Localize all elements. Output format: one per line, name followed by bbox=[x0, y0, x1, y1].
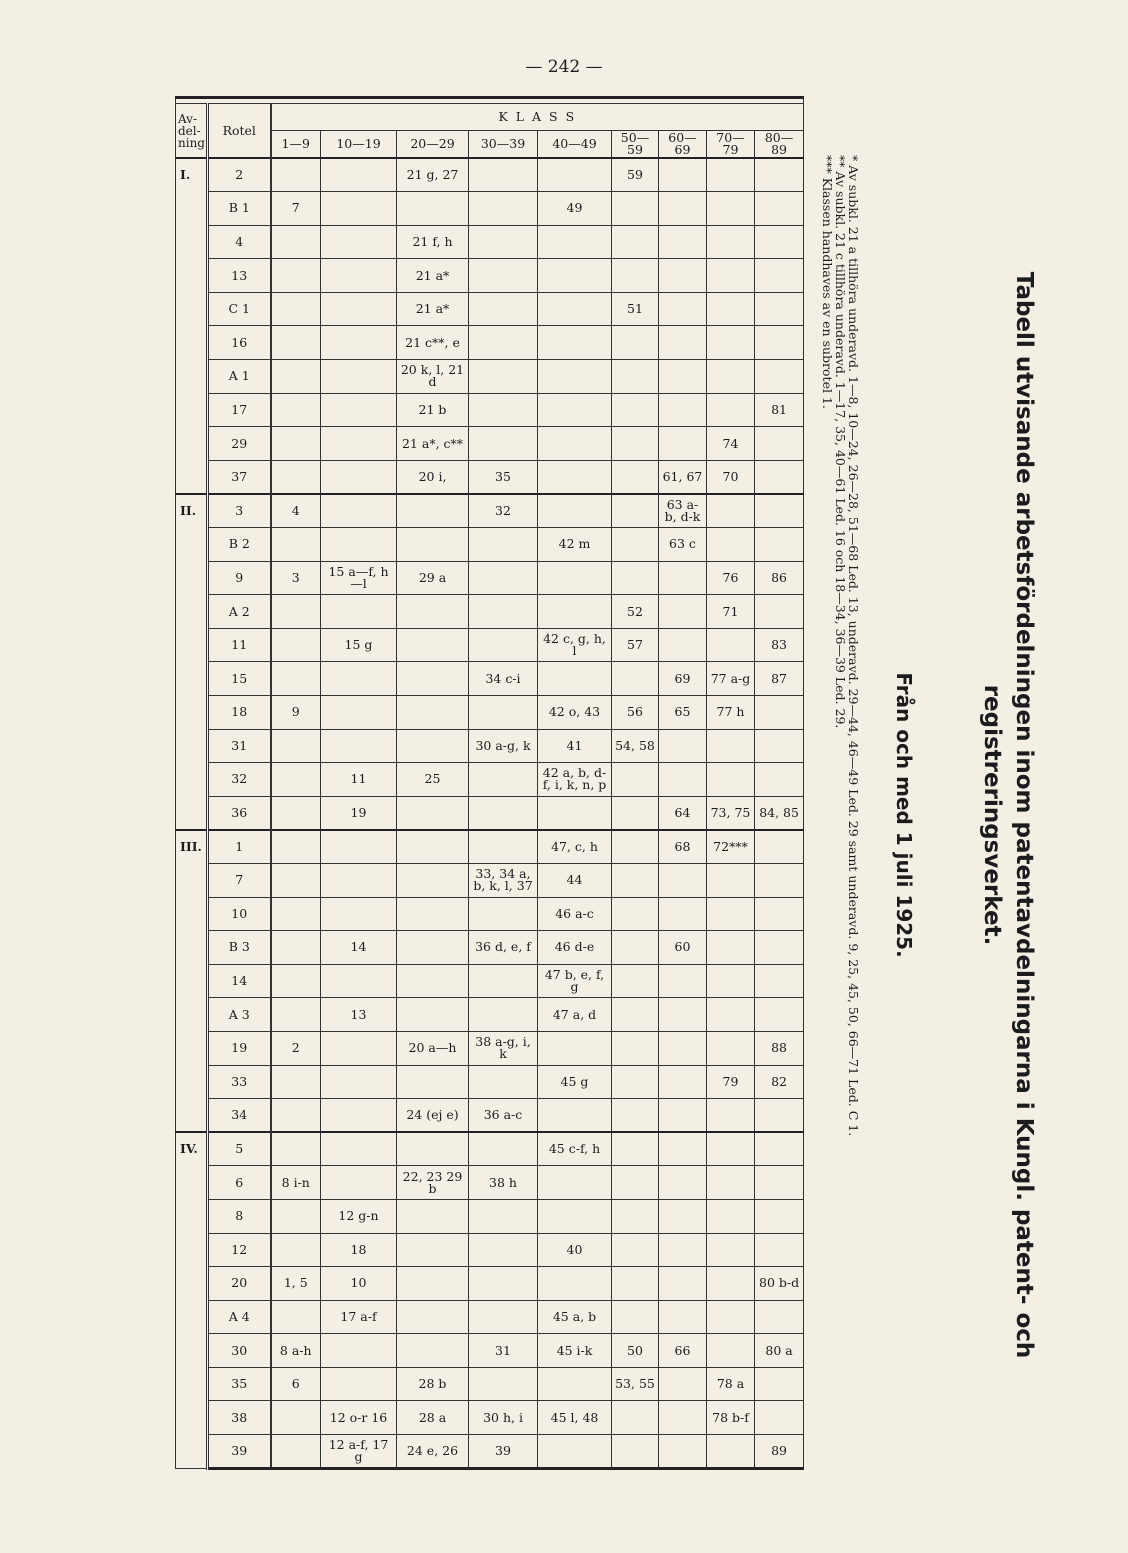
rotel-cell: A 1 bbox=[208, 360, 271, 394]
class-cell: 21 b bbox=[397, 393, 469, 427]
title-line-2: registreringsverket. bbox=[979, 684, 1005, 946]
table-subtitle: Från och med 1 juli 1925. bbox=[892, 672, 916, 958]
class-cell: 8 a-h bbox=[271, 1334, 321, 1368]
class-cell: 10 bbox=[321, 1267, 397, 1301]
class-cell: 31 bbox=[469, 1334, 538, 1368]
class-cell: 47 b, e, f, g bbox=[538, 964, 612, 998]
class-range-header: 80—89 bbox=[755, 131, 804, 159]
class-cell: 77 h bbox=[707, 696, 755, 730]
class-cell: 41 bbox=[538, 729, 612, 763]
class-cell: 21 a* bbox=[397, 259, 469, 293]
class-range-header-row bbox=[176, 131, 804, 159]
rotel-cell: 29 bbox=[208, 427, 271, 461]
rotel-cell: 10 bbox=[208, 897, 271, 931]
class-cell: 70 bbox=[707, 460, 755, 494]
class-cell: 46 a-c bbox=[538, 897, 612, 931]
rotel-cell: 32 bbox=[208, 763, 271, 797]
rotel-cell: 5 bbox=[208, 1132, 271, 1166]
class-range-header: 20—29 bbox=[397, 131, 469, 159]
class-cell: 6 bbox=[271, 1367, 321, 1401]
class-cell: 76 bbox=[707, 561, 755, 595]
class-range-header: 1—9 bbox=[271, 131, 321, 159]
rotel-cell: 3 bbox=[208, 494, 271, 528]
rotel-cell: 9 bbox=[208, 561, 271, 595]
rotel-cell: 20 bbox=[208, 1267, 271, 1301]
rotel-cell: 37 bbox=[208, 460, 271, 494]
class-cell: 57 bbox=[612, 628, 659, 662]
class-cell: 20 k, l, 21 d bbox=[397, 360, 469, 394]
class-range-header: 50—59 bbox=[612, 131, 659, 159]
class-cell: 36 a-c bbox=[469, 1099, 538, 1133]
class-cell: 44 bbox=[538, 863, 612, 897]
rotel-cell: 13 bbox=[208, 259, 271, 293]
class-cell: 78 b-f bbox=[707, 1401, 755, 1435]
class-cell: 39 bbox=[469, 1435, 538, 1469]
class-cell: 18 bbox=[321, 1233, 397, 1267]
class-cell: 54, 58 bbox=[612, 729, 659, 763]
class-cell: 56 bbox=[612, 696, 659, 730]
class-cell: 40 bbox=[538, 1233, 612, 1267]
class-range-header: 30—39 bbox=[469, 131, 538, 159]
class-cell: 86 bbox=[755, 561, 804, 595]
class-cell: 21 c**, e bbox=[397, 326, 469, 360]
class-cell: 49 bbox=[538, 192, 612, 226]
class-cell: 14 bbox=[321, 931, 397, 965]
rotel-cell: 34 bbox=[208, 1099, 271, 1133]
header-rotel: Rotel bbox=[208, 104, 271, 159]
class-cell: 24 (ej e) bbox=[397, 1099, 469, 1133]
class-cell: 15 g bbox=[321, 628, 397, 662]
rotel-cell: 36 bbox=[208, 796, 271, 830]
header-avdelning: Av-del-ning bbox=[176, 104, 208, 159]
class-cell: 47 a, d bbox=[538, 998, 612, 1032]
table-title bbox=[976, 155, 1040, 1475]
rotel-cell: A 2 bbox=[208, 595, 271, 629]
footnote: *** Klassen handhaves av en subrotel 1. bbox=[820, 155, 835, 409]
rotel-cell: 18 bbox=[208, 696, 271, 730]
class-cell: 42 m bbox=[538, 528, 612, 562]
rotel-cell: 35 bbox=[208, 1367, 271, 1401]
class-cell: 12 a-f, 17 g bbox=[321, 1435, 397, 1469]
class-cell: 28 a bbox=[397, 1401, 469, 1435]
class-cell: 51 bbox=[612, 292, 659, 326]
rotel-cell: 7 bbox=[208, 863, 271, 897]
rotel-cell: B 2 bbox=[208, 528, 271, 562]
rotel-cell: A 4 bbox=[208, 1300, 271, 1334]
class-cell: 13 bbox=[321, 998, 397, 1032]
class-cell: 84, 85 bbox=[755, 796, 804, 830]
footnote: * Av subkl. 21 a tillhöra underavd. 1—8, 10—24, 26—28, 51—68 Led. 13, underavd. 29—44, 46—49 Led. 29 samt underavd. 9, 25, 45, 50, 66—71 Led. C 1. bbox=[846, 155, 861, 1137]
class-cell: 2 bbox=[271, 1031, 321, 1065]
class-cell: 81 bbox=[755, 393, 804, 427]
rotel-cell: 1 bbox=[208, 830, 271, 864]
class-cell: 47, c, h bbox=[538, 830, 612, 864]
class-cell: 20 i, bbox=[397, 460, 469, 494]
class-cell: 71 bbox=[707, 595, 755, 629]
class-cell: 64 bbox=[659, 796, 707, 830]
rotel-cell: 2 bbox=[208, 158, 271, 192]
rotel-cell: C 1 bbox=[208, 292, 271, 326]
page-number: — 242 — bbox=[525, 57, 603, 77]
class-cell: 4 bbox=[271, 494, 321, 528]
class-cell: 79 bbox=[707, 1065, 755, 1099]
class-cell: 53, 55 bbox=[612, 1367, 659, 1401]
rotel-cell: 38 bbox=[208, 1401, 271, 1435]
rotel-cell: 31 bbox=[208, 729, 271, 763]
class-cell: 15 a—f, h—l bbox=[321, 561, 397, 595]
rotel-cell: 33 bbox=[208, 1065, 271, 1099]
rotel-cell: 17 bbox=[208, 393, 271, 427]
class-cell: 45 c-f, h bbox=[538, 1132, 612, 1166]
class-cell: 63 c bbox=[659, 528, 707, 562]
class-cell: 21 g, 27 bbox=[397, 158, 469, 192]
class-cell: 8 i-n bbox=[271, 1166, 321, 1200]
class-cell: 35 bbox=[469, 460, 538, 494]
class-cell: 21 a* bbox=[397, 292, 469, 326]
class-cell: 29 a bbox=[397, 561, 469, 595]
class-cell: 78 a bbox=[707, 1367, 755, 1401]
rotel-cell: 11 bbox=[208, 628, 271, 662]
class-cell: 69 bbox=[659, 662, 707, 696]
rotel-cell: 14 bbox=[208, 964, 271, 998]
rotel-cell: 30 bbox=[208, 1334, 271, 1368]
class-cell: 45 i-k bbox=[538, 1334, 612, 1368]
class-cell: 88 bbox=[755, 1031, 804, 1065]
class-cell: 74 bbox=[707, 427, 755, 461]
class-cell: 21 a*, c** bbox=[397, 427, 469, 461]
rotel-cell: 8 bbox=[208, 1199, 271, 1233]
class-cell: 59 bbox=[612, 158, 659, 192]
class-cell: 87 bbox=[755, 662, 804, 696]
class-cell: 61, 67 bbox=[659, 460, 707, 494]
title-line-1: Tabell utvisande arbetsfördelningen inom patentavdelningarna i Kungl. patent- och bbox=[1011, 271, 1037, 1359]
footnote: ** Av subkl. 21 c tillhöra underavd. 1—17, 35, 40—61 Led. 16 och 18—34, 36—39 Led. 29. bbox=[833, 155, 848, 729]
rotel-cell: A 3 bbox=[208, 998, 271, 1032]
class-cell: 38 a-g, i, k bbox=[469, 1031, 538, 1065]
rotel-cell: 39 bbox=[208, 1435, 271, 1469]
class-cell: 80 b-d bbox=[755, 1267, 804, 1301]
class-cell: 63 a-b, d-k bbox=[659, 494, 707, 528]
class-cell: 89 bbox=[755, 1435, 804, 1469]
class-cell: 36 d, e, f bbox=[469, 931, 538, 965]
class-cell: 28 b bbox=[397, 1367, 469, 1401]
section-label: IV. bbox=[176, 1132, 208, 1468]
class-cell: 24 e, 26 bbox=[397, 1435, 469, 1469]
class-cell: 3 bbox=[271, 561, 321, 595]
rotel-cell: B 1 bbox=[208, 192, 271, 226]
class-cell: 20 a—h bbox=[397, 1031, 469, 1065]
class-cell: 73, 75 bbox=[707, 796, 755, 830]
rotel-cell: B 3 bbox=[208, 931, 271, 965]
section-label: II. bbox=[176, 494, 208, 830]
class-cell: 46 d-e bbox=[538, 931, 612, 965]
class-cell: 34 c-i bbox=[469, 662, 538, 696]
class-cell: 19 bbox=[321, 796, 397, 830]
class-cell: 52 bbox=[612, 595, 659, 629]
class-range-header: 60—69 bbox=[659, 131, 707, 159]
class-cell: 21 f, h bbox=[397, 225, 469, 259]
class-cell: 38 h bbox=[469, 1166, 538, 1200]
class-cell: 33, 34 a, b, k, l, 37 bbox=[469, 863, 538, 897]
class-cell: 50 bbox=[612, 1334, 659, 1368]
class-cell: 22, 23 29 b bbox=[397, 1166, 469, 1200]
rotel-cell: 19 bbox=[208, 1031, 271, 1065]
class-cell: 7 bbox=[271, 192, 321, 226]
class-cell: 9 bbox=[271, 696, 321, 730]
class-cell: 1, 5 bbox=[271, 1267, 321, 1301]
header-klass: K L A S S bbox=[271, 104, 804, 131]
section-label: I. bbox=[176, 158, 208, 494]
class-cell: 17 a-f bbox=[321, 1300, 397, 1334]
footnotes bbox=[821, 155, 860, 1475]
class-cell: 42 o, 43 bbox=[538, 696, 612, 730]
class-cell: 60 bbox=[659, 931, 707, 965]
rotel-cell: 4 bbox=[208, 225, 271, 259]
class-cell: 45 a, b bbox=[538, 1300, 612, 1334]
class-cell: 12 g-n bbox=[321, 1199, 397, 1233]
section-label: III. bbox=[176, 830, 208, 1132]
class-cell: 65 bbox=[659, 696, 707, 730]
class-cell: 30 a-g, k bbox=[469, 729, 538, 763]
class-cell: 68 bbox=[659, 830, 707, 864]
class-cell: 66 bbox=[659, 1334, 707, 1368]
class-cell: 12 o-r 16 bbox=[321, 1401, 397, 1435]
class-cell: 30 h, i bbox=[469, 1401, 538, 1435]
class-range-header: 70—79 bbox=[707, 131, 755, 159]
rotated-caption bbox=[140, 155, 1040, 1475]
class-range-header: 10—19 bbox=[321, 131, 397, 159]
class-cell: 82 bbox=[755, 1065, 804, 1099]
class-cell: 72*** bbox=[707, 830, 755, 864]
class-cell: 11 bbox=[321, 763, 397, 797]
class-cell: 45 g bbox=[538, 1065, 612, 1099]
class-cell: 32 bbox=[469, 494, 538, 528]
rotel-cell: 6 bbox=[208, 1166, 271, 1200]
class-cell: 45 l, 48 bbox=[538, 1401, 612, 1435]
class-cell: 42 a, b, d-f, i, k, n, p bbox=[538, 763, 612, 797]
rotel-cell: 12 bbox=[208, 1233, 271, 1267]
rotel-cell: 16 bbox=[208, 326, 271, 360]
class-cell: 25 bbox=[397, 763, 469, 797]
class-cell: 80 a bbox=[755, 1334, 804, 1368]
class-cell: 83 bbox=[755, 628, 804, 662]
class-range-header: 40—49 bbox=[538, 131, 612, 159]
class-cell: 77 a-g bbox=[707, 662, 755, 696]
rotel-cell: 15 bbox=[208, 662, 271, 696]
class-cell: 42 c, g, h, l bbox=[538, 628, 612, 662]
